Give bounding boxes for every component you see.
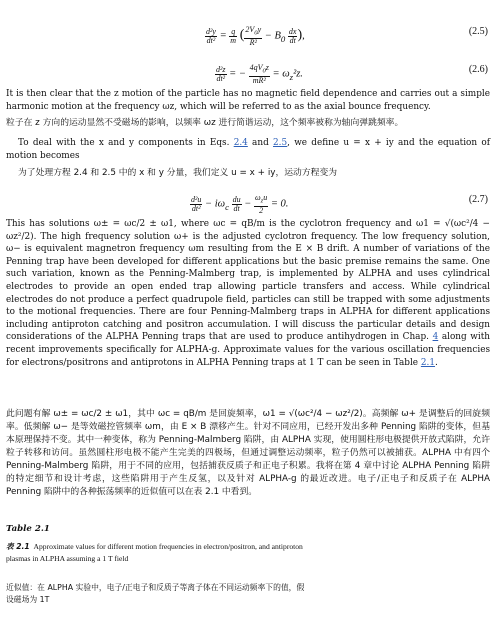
- equation-2-6: [0, 60, 500, 85]
- equation-2-5: [0, 22, 500, 47]
- paragraph-xy-en: [6, 137, 490, 162]
- table-caption-text-en: Approximate values for different motion frequencies in electron/positron, and antiproton plasmas in ALPHA assuming a 1 T field: [6, 542, 303, 563]
- table-caption-heading: Table 2.1: [6, 524, 50, 534]
- equation-2-7: [0, 190, 500, 215]
- table-link-2-1[interactable]: 2.1: [420, 357, 436, 368]
- paragraph-solutions-en: [6, 218, 490, 369]
- paragraph-xy-zh: 为了处理方程 2.4 和 2.5 中的 x 和 y 分量，我们定义 u = x + iy，运动方程变为: [18, 168, 338, 178]
- equation-2-5-number: (2.5): [468, 26, 488, 37]
- eq-link-2-4[interactable]: 2.4: [233, 138, 248, 148]
- paragraph-xy-text-c: , we define u = x + iy and the equation of motion becomes: [6, 138, 490, 161]
- equation-2-5-math: $\frac{\text{d²y}}{\text{dt²}}$ = $\frac{q}{m}$ ( $\frac{2V_0y}{\text{R²}}$ − $B_0$ $\frac{dx}{dt}$ ),: [206, 25, 305, 47]
- paragraph-solutions-text-a: This has solutions ω± = ωc/2 ± ω1, where ωc = qB/m is the cyclotron frequency and ω1 = √(ωc²/4 − ωz²/2). The high frequency solution ω+ is the adjusted cyclotron frequency. The low frequency solution, ω− is equivalent magnetron frequency ωm resulting from the E × B drift. A number of variations of the Penning trap have been developed for different applications but the basic premise remains the same. One such variation, known as the Penning-Malmberg trap, is implemented by ALPHA and uses cylindrical electrodes to provide an open ended trap allowing particle transfers and access. While cylindrical electrodes do not produce a perfect quadrupole field, particles can still be trapped with some adjustments to the motional frequencies. There are four Penning-Malmberg traps in ALPHA for different applications including antiproton catching and positron accumulation. I will discuss the particular details and design considerations of the ALPHA Penning traps that are used to produce antihydrogen in Chap.: [6, 219, 490, 343]
- paragraph-xy-text-b: and: [247, 138, 273, 148]
- equation-2-6-number: (2.6): [468, 64, 488, 75]
- chapter-link-4[interactable]: 4: [432, 332, 439, 343]
- equation-2-7-number: (2.7): [468, 194, 488, 205]
- paragraph-solutions-zh: 此问题有解 ω± = ωc/2 ± ω1，其中 ωc = qB/m 是回旋频率，ω1 = √(ωc²/4 − ωz²/2)。高频解 ω+ 是调整后的回旋频率。低频解 ω− 是等效磁控管频率 ωm，由 E × B 漂移产生。针对不同应用，已经开发出多种 Penning 陷阱的变体，但基本原理保持不变。其中一种变体，称为 Penning-Malmberg 陷阱，由 ALPHA 实现，使用圆柱形电极提供开放式陷阱，允许粒子转移和访问。虽然圆柱形电极不能产生完美的四极场，但通过调整运动频率，粒子仍然可以被捕获。ALPHA 中有四个 Penning-Malmberg 陷阱，用于不同的应用，包括捕获反质子和正电子积累。我将在第 4 章中讨论 ALPHA Penning 陷阱的特定细节和设计考虑，这些陷阱用于产生反氢，以及针对 ALPHA-g 的最近改进。电子/正电子和反质子在 ALPHA Penning 陷阱中的各种振荡频率的近似值可以在表 2.1 中看到。: [6, 409, 490, 497]
- table-caption-label: 表 2.1: [6, 542, 30, 551]
- table-caption-zh: 近似值：在 ALPHA 实验中，电子/正电子和反质子等离子体在不同运动频率下的值，假设磁场为 1T: [6, 583, 305, 604]
- table-caption: [6, 541, 306, 565]
- paragraph-solutions-text-b: along with recent improvements specifically for ALPHA-g. Approximate values for the various oscillation frequencies for electrons/positrons and antiprotons in ALPHA Penning traps at 1 T can be seen in Table: [6, 332, 491, 368]
- paragraph-axial-en: It is then clear that the z motion of the particle has no magnetic field dependence and carries out a simple harmonic motion at the frequency ωz, which will be referred to as the axial bounce frequency.: [6, 89, 490, 112]
- paragraph-axial-zh: 粒子在 z 方向的运动显然不受磁场的影响，以频率 ωz 进行简谐运动，这个频率被称为轴向弹跳频率。: [6, 118, 404, 128]
- equation-2-7-math: $\frac{\text{d²u}}{\text{dt²}}$ − $i\omega_c$ $\frac{du}{dt}$ − $\frac{\omega_zu}{2}$ = 0.: [191, 193, 289, 215]
- paragraph-solutions-text-c: .: [435, 357, 438, 368]
- equation-2-6-math: $\frac{\text{d²z}}{\text{dt²}}$ = − $\frac{4qV_0z}{\text{mR²}}$ = $\omega_z^2z$.: [216, 63, 303, 85]
- paragraph-xy-text-a: To deal with the x and y components in Eqs.: [18, 138, 234, 148]
- eq-link-2-5[interactable]: 2.5: [273, 138, 288, 148]
